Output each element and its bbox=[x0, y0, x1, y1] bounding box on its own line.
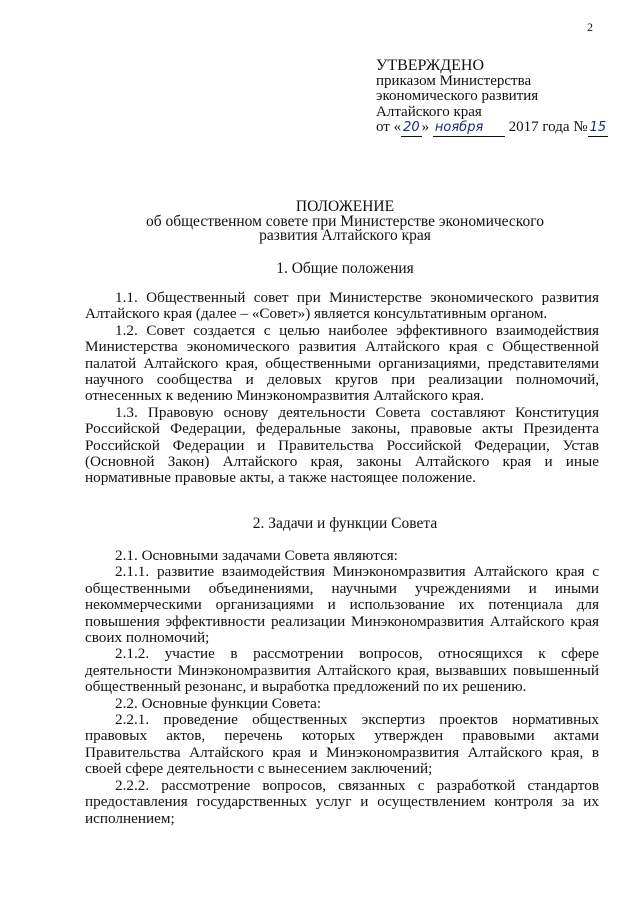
approval-heading: УТВЕРЖДЕНО bbox=[376, 57, 485, 74]
paragraph-1-1: 1.1. Общественный совет при Министерстве экономического развития Алтайского края (далее – «Совет») является консультативным органом. bbox=[85, 289, 599, 323]
handwritten-order-number: 15 bbox=[589, 120, 607, 135]
paragraph-2-2-2: 2.2.2. рассмотрение вопросов, связанных с разработкой стандартов предоставления государственных услуг и осуществлением контроля за их исполнением; bbox=[85, 776, 599, 827]
handwritten-day: 20 bbox=[403, 120, 420, 135]
paragraph-2-1-2: 2.1.2. участие в рассмотрении вопросов, относящихся к сфере деятельности Минэкономразвития Алтайского края, вызвавших повышенный общественный резонанс, и выработка предложений по их решению. bbox=[85, 645, 599, 696]
document-subtitle: развития Алтайского края bbox=[259, 227, 431, 244]
document-subtitle: об общественном совете при Министерстве экономического bbox=[145, 213, 545, 230]
approval-line: Алтайского края bbox=[376, 103, 482, 120]
approval-line: экономического развития bbox=[376, 88, 539, 104]
paragraph-1-2: 1.2. Совет создается с целью наиболее эффективного взаимодействия Министерства экономического развития Алтайского края с Общественной палатой Алтайского края, общественными организациями, представителями научного сообщества и деловых кругов при реализации полномочий, отнесенных к ведению Минэкономразвития Алтайского края. bbox=[85, 321, 599, 405]
date-prefix: от « bbox=[376, 119, 402, 135]
handwritten-month: ноября bbox=[433, 120, 505, 137]
paragraph-2-2-1: 2.2.1. проведение общественных экспертиз проектов нормативных правовых актов, перечень которых утвержден правовыми актами Правительства Алтайского края и Минэкономразвития Алтайского края, в своей сфере деятельности с вынесением заключений; bbox=[85, 711, 599, 778]
section-heading-1: 1. Общие положения bbox=[276, 260, 414, 277]
paragraph-1-3: 1.3. Правовую основу деятельности Совета составляют Конституция Российской Федерации, федеральные законы, правовые акты Президента Российской Федерации и Правительства Российской Федерации, Устав (Основной Закон) Алтайского края, законы Алтайского края и иные нормативные правовые акты, а также настоящее положение. bbox=[85, 403, 599, 487]
paragraph-2-1: 2.1. Основными задачами Совета являются: bbox=[115, 547, 398, 564]
section-2-body bbox=[85, 548, 599, 827]
document-title: ПОЛОЖЕНИЕ bbox=[295, 198, 395, 215]
date-mid: » bbox=[421, 119, 430, 135]
approval-block bbox=[376, 58, 626, 137]
approval-line: приказом Министерства bbox=[376, 72, 532, 89]
date-year: 2017 года № bbox=[508, 119, 588, 135]
page-number: 2 bbox=[587, 20, 593, 34]
section-1-body bbox=[85, 290, 599, 487]
section-heading-2: 2. Задачи и функции Совета bbox=[252, 515, 438, 532]
paragraph-2-1-1: 2.1.1. развитие взаимодействия Минэкономразвития Алтайского края с общественными объединениями, научными учреждениями и иными некоммерческими организациями и использование их потенциала для повышения эффективности реализации Минэкономразвития Алтайского края своих полномочий; bbox=[85, 563, 599, 647]
approval-date-line bbox=[376, 120, 626, 137]
paragraph-2-2: 2.2. Основные функции Совета: bbox=[115, 694, 322, 712]
